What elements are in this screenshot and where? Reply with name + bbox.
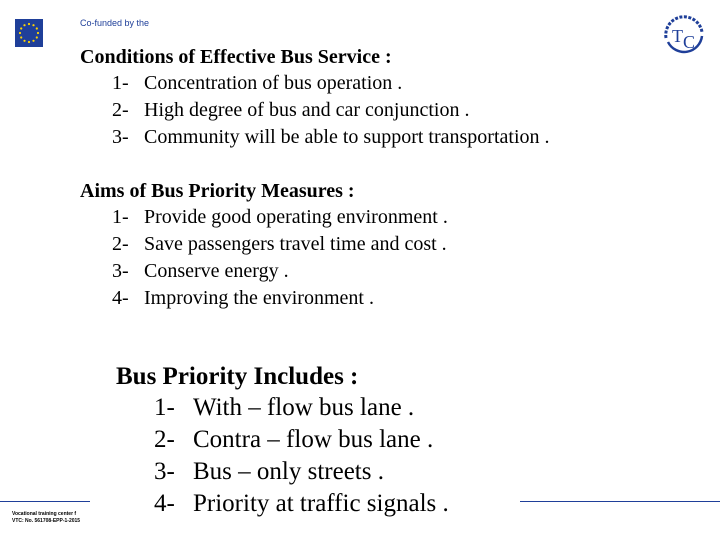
list-item: 3- Conserve energy .: [112, 260, 289, 282]
list-item: 2- Contra – flow bus lane .: [154, 426, 434, 453]
list-item: 1- Concentration of bus operation .: [112, 72, 403, 94]
list-item: 3- Community will be able to support transportation .: [112, 126, 550, 148]
conditions-list: [80, 70, 550, 151]
aims-list: [80, 204, 448, 312]
list-item: 2- Save passengers travel time and cost .: [112, 233, 447, 255]
list-item: 1- With – flow bus lane .: [154, 394, 415, 421]
footer-divider: [0, 501, 90, 502]
eu-flag-icon: [15, 19, 43, 47]
footer-line: VTC: No. 561708-EPP-1-2015: [12, 518, 81, 524]
footer-line: Vocational training center f: [12, 511, 77, 517]
list-item: 3- Bus – only streets .: [154, 458, 384, 485]
list-item: 4- Improving the environment .: [112, 287, 374, 309]
footer-divider: [520, 501, 720, 502]
aims-section: [80, 178, 448, 312]
conditions-heading: Conditions of Effective Bus Service :: [80, 46, 392, 68]
conditions-section: [80, 44, 550, 151]
bus-priority-list: [116, 392, 449, 520]
footer-text: [12, 511, 92, 525]
list-item: 4- Priority at traffic signals .: [154, 490, 449, 517]
list-item: 2- High degree of bus and car conjunction .: [112, 99, 470, 121]
bus-priority-heading: Bus Priority Includes :: [116, 363, 359, 390]
bus-priority-section: [116, 362, 449, 520]
svg-text:C: C: [683, 32, 696, 52]
svg-text:T: T: [672, 26, 683, 46]
tc-logo-icon: [658, 12, 710, 56]
aims-heading: Aims of Bus Priority Measures :: [80, 180, 355, 202]
cofunded-label: Co-funded by the: [80, 18, 150, 28]
list-item: 1- Provide good operating environment .: [112, 206, 448, 228]
